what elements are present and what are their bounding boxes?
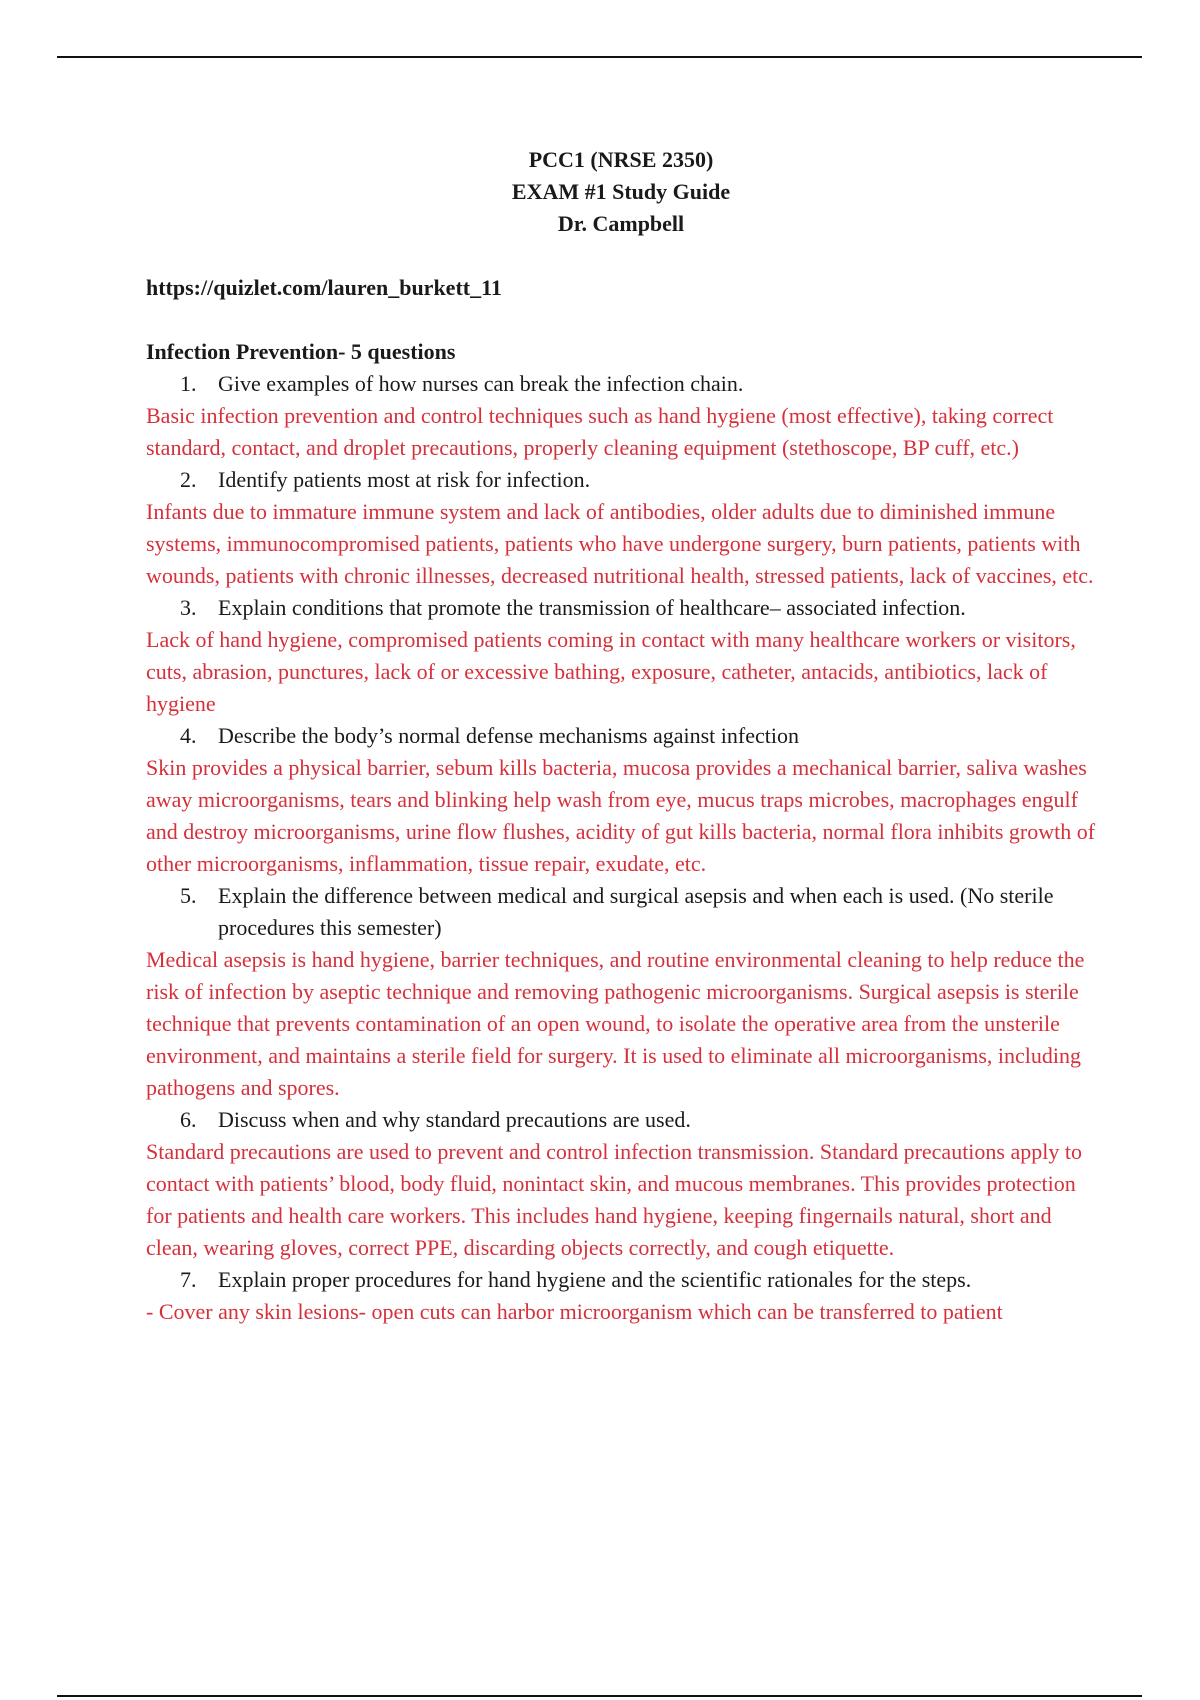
bottom-rule (57, 1695, 1142, 1697)
course-title: PCC1 (NRSE 2350) (528, 147, 714, 172)
question-number: 1. (180, 371, 197, 396)
question-text: Explain the difference between medical and surgical asepsis and when each is used. (No sterile procedures this semester) (218, 883, 1054, 940)
answer-text: Lack of hand hygiene, compromised patients coming in contact with many healthcare workers or visitors, cuts, abrasion, punctures, lack of or excessive bathing, exposure, catheter, antacids, antibiotics, lack of hygiene (146, 627, 1076, 716)
answer-text: Skin provides a physical barrier, sebum kills bacteria, mucosa provides a mechanical barrier, saliva washes away microorganisms, tears and blinking help wash from eye, mucus traps microbes, macrophages engulf and destroy microorganisms, urine flow flushes, acidity of gut kills bacteria, normal flora inhibits growth of other microorganisms, inflammation, tissue repair, exudate, etc. (146, 755, 1096, 876)
question-item (146, 720, 1096, 880)
top-rule (57, 56, 1142, 58)
question-item (146, 368, 1096, 464)
question-item (146, 464, 1096, 592)
exam-title: EXAM #1 Study Guide (511, 179, 731, 204)
answer-text: Medical asepsis is hand hygiene, barrier techniques, and routine environmental cleaning to help reduce the risk of infection by aseptic technique and removing pathogenic microorganisms. Surgical asepsis is sterile technique that prevents contamination of an open wound, to isolate the operative area from the unsterile environment, and maintains a sterile field for surgery. It is used to eliminate all microorganisms, including pathogens and spores. (146, 947, 1085, 1100)
question-number: 2. (180, 467, 197, 492)
question-item (146, 1104, 1096, 1264)
question-number: 6. (180, 1107, 197, 1132)
question-text: Identify patients most at risk for infection. (218, 467, 591, 492)
instructor-name: Dr. Campbell (557, 211, 685, 236)
question-text: Describe the body’s normal defense mechanisms against infection (218, 723, 799, 748)
answer-text: Infants due to immature immune system and lack of antibodies, older adults due to diminished immune systems, immunocompromised patients, patients who have undergone surgery, burn patients, patients with wounds, patients with chronic illnesses, decreased nutritional health, stressed patients, lack of vaccines, etc. (146, 499, 1094, 588)
answer-text: Basic infection prevention and control techniques such as hand hygiene (most effective), taking correct standard, contact, and droplet precautions, properly cleaning equipment (stethoscope, BP cuff, etc.) (146, 403, 1054, 460)
question-item (146, 592, 1096, 720)
question-number: 5. (180, 883, 197, 908)
question-item (146, 880, 1096, 1104)
quizlet-link[interactable]: https://quizlet.com/lauren_burkett_11 (146, 275, 502, 300)
answer-text: Standard precautions are used to prevent and control infection transmission. Standard precautions apply to contact with patients’ blood, body fluid, nonintact skin, and mucous membranes. This provides protection for patients and health care workers. This includes hand hygiene, keeping fingernails natural, short and clean, wearing gloves, correct PPE, discarding objects correctly, and cough etiquette. (146, 1139, 1082, 1260)
title-block (146, 144, 1096, 240)
question-text: Discuss when and why standard precautions are used. (218, 1107, 691, 1132)
question-number: 4. (180, 723, 197, 748)
question-number: 3. (180, 595, 197, 620)
question-number: 7. (180, 1267, 197, 1292)
question-text: Give examples of how nurses can break the infection chain. (218, 371, 744, 396)
question-text: Explain conditions that promote the transmission of healthcare– associated infection. (218, 595, 966, 620)
question-item (146, 1264, 1096, 1328)
section-title: Infection Prevention- 5 questions (146, 339, 456, 364)
document-page (146, 144, 1096, 1328)
answer-text: - Cover any skin lesions- open cuts can harbor microorganism which can be transferred to patient (146, 1299, 1003, 1324)
question-text: Explain proper procedures for hand hygiene and the scientific rationales for the steps. (218, 1267, 972, 1292)
